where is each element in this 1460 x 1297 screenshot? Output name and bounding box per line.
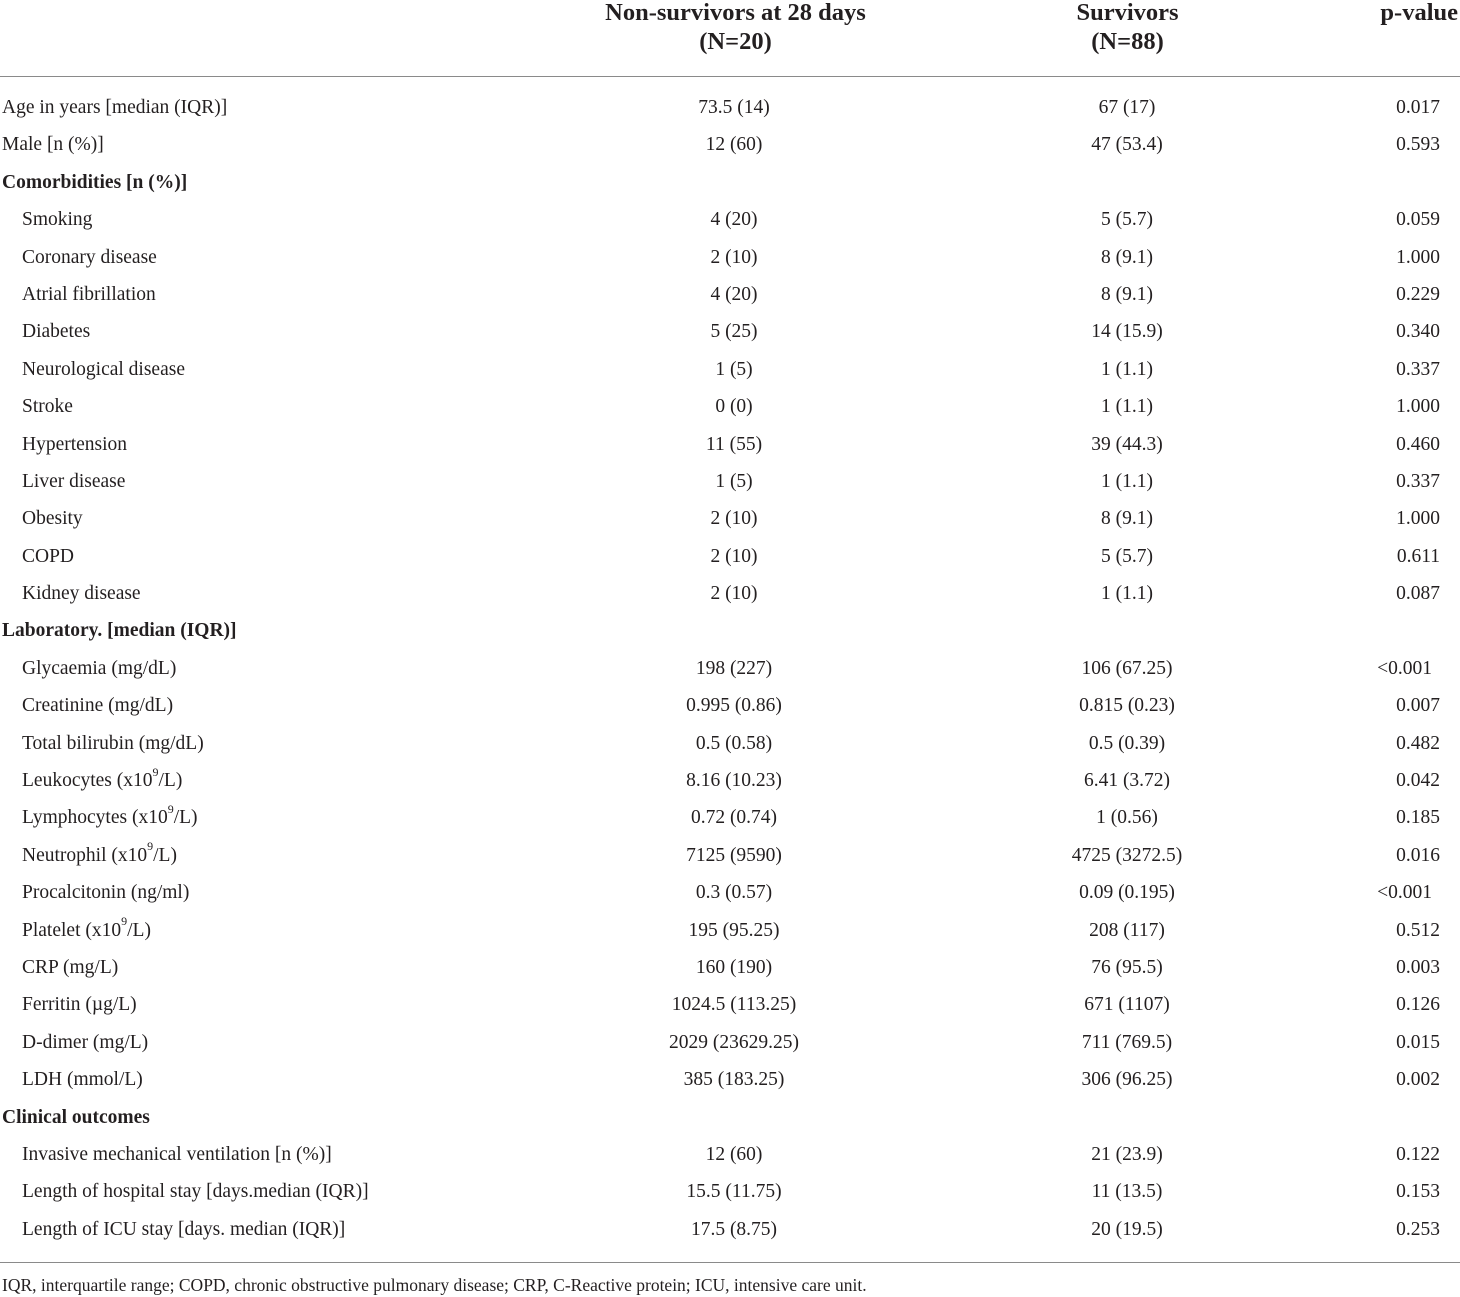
cell-non-survivors: 0.5 (0.58) [695, 732, 773, 754]
header-survivors [985, 0, 1270, 56]
section-row-clinical-outcomes [0, 1099, 1460, 1136]
cell-survivors: 8 (9.1) [1101, 246, 1153, 268]
row-label: Neurological disease [22, 358, 185, 380]
cell-non-survivors: 1 (5) [715, 470, 753, 492]
cell-survivors: 106 (67.25) [1081, 657, 1173, 679]
table-row [0, 538, 1460, 575]
footnote: IQR, interquartile range; COPD, chronic obstructive pulmonary disease; CRP, C-Reactive protein; ICU, intensive care unit. [2, 1275, 867, 1295]
table-row [0, 725, 1460, 762]
cell-p-value: 0.007 [1396, 695, 1440, 717]
table-row [0, 650, 1460, 687]
cell-survivors: 6.41 (3.72) [1083, 770, 1171, 792]
row-label [22, 762, 182, 799]
table-row [0, 874, 1460, 911]
cell-survivors: 76 (95.5) [1091, 956, 1163, 978]
cell-survivors: 20 (19.5) [1091, 1218, 1163, 1240]
cell-non-survivors: 17.5 (8.75) [690, 1218, 778, 1240]
cell-p-value: <0.001 [1377, 882, 1432, 904]
cell-non-survivors: 2 (10) [710, 545, 758, 567]
row-label: COPD [22, 545, 75, 567]
cell-non-survivors: 15.5 (11.75) [686, 1181, 782, 1203]
table-row [0, 239, 1460, 276]
cell-survivors: 1 (0.56) [1096, 807, 1158, 829]
cell-survivors: 1 (1.1) [1101, 358, 1153, 380]
superscript: 9 [167, 801, 174, 816]
table-row [0, 1173, 1460, 1210]
section-row-comorbidities [0, 164, 1460, 201]
cell-p-value: 0.003 [1396, 956, 1440, 978]
cell-non-survivors: 2 (10) [710, 508, 758, 530]
row-label: Coronary disease [22, 246, 157, 268]
cell-non-survivors: 2 (10) [710, 246, 758, 268]
cell-p-value: 0.059 [1396, 209, 1440, 231]
row-label: Ferritin (µg/L) [22, 994, 137, 1016]
cell-survivors: 21 (23.9) [1091, 1143, 1163, 1165]
cell-p-value: <0.001 [1377, 657, 1432, 679]
section-label: Clinical outcomes [2, 1106, 150, 1128]
cell-survivors: 1 (1.1) [1101, 470, 1153, 492]
table-row [0, 201, 1460, 238]
header-non-survivors-n: (N=20) [699, 28, 772, 55]
row-label-text: Leukocytes (x10 [22, 770, 153, 792]
row-label: Glycaemia (mg/dL) [22, 657, 177, 679]
row-label: LDH (mmol/L) [22, 1069, 143, 1091]
header-non-survivors-title: Non-survivors at 28 days [605, 0, 866, 26]
cell-p-value: 0.017 [1396, 97, 1440, 118]
row-label: Obesity [22, 508, 83, 530]
row-label-unit: /L) [127, 919, 151, 941]
superscript: 9 [147, 839, 154, 854]
row-label-unit: /L) [153, 844, 177, 866]
cell-survivors: 671 (1107) [1084, 994, 1170, 1016]
table-header [0, 0, 1460, 76]
table-row [0, 388, 1460, 425]
cell-p-value: 1.000 [1396, 508, 1440, 530]
cell-non-survivors: 0.995 (0.86) [686, 695, 782, 717]
table-row [0, 126, 1460, 163]
cell-survivors: 306 (96.25) [1081, 1069, 1173, 1091]
section-label: Laboratory. [median (IQR)] [2, 620, 237, 642]
table-row [0, 949, 1460, 986]
row-label: Stroke [22, 396, 73, 418]
cell-non-survivors: 160 (190) [695, 956, 773, 978]
cell-survivors: 14 (15.9) [1091, 321, 1163, 343]
header-non-survivors [548, 0, 923, 56]
cell-non-survivors: 0 (0) [715, 396, 753, 418]
table-row [0, 313, 1460, 350]
row-label: Smoking [22, 209, 93, 231]
table-row [0, 351, 1460, 388]
cell-p-value: 0.122 [1396, 1143, 1440, 1165]
cell-non-survivors: 7125 (9590) [686, 844, 782, 866]
cell-p-value: 0.002 [1396, 1069, 1440, 1091]
section-row-laboratory [0, 612, 1460, 649]
cell-non-survivors: 5 (25) [710, 321, 758, 343]
row-label [22, 912, 151, 949]
row-label: Age in years [median (IQR)] [2, 97, 228, 118]
table-row [0, 986, 1460, 1023]
cell-survivors: 8 (9.1) [1101, 508, 1153, 530]
cell-non-survivors: 4 (20) [710, 283, 758, 305]
cell-survivors: 1 (1.1) [1101, 583, 1153, 605]
cell-p-value: 0.185 [1396, 807, 1440, 829]
table-row [0, 276, 1460, 313]
row-label: Invasive mechanical ventilation [n (%)] [22, 1143, 332, 1165]
header-survivors-title: Survivors [1076, 0, 1179, 26]
cell-non-survivors: 198 (227) [695, 657, 773, 679]
section-label: Comorbidities [n (%)] [2, 171, 188, 193]
cell-p-value: 0.087 [1396, 583, 1440, 605]
table-row [0, 426, 1460, 463]
cell-non-survivors: 1 (5) [715, 358, 753, 380]
table-row [0, 1211, 1460, 1248]
cell-survivors: 5 (5.7) [1101, 545, 1153, 567]
cell-survivors: 8 (9.1) [1101, 283, 1153, 305]
row-label: Kidney disease [22, 583, 141, 605]
cell-survivors: 67 (17) [1098, 97, 1156, 118]
row-label: Procalcitonin (ng/ml) [22, 882, 190, 904]
cell-non-survivors: 4 (20) [710, 209, 758, 231]
cell-p-value: 0.153 [1396, 1181, 1440, 1203]
cell-p-value: 0.611 [1396, 545, 1440, 567]
cell-non-survivors: 0.3 (0.57) [695, 882, 773, 904]
table-row [0, 575, 1460, 612]
row-label: Total bilirubin (mg/dL) [22, 732, 204, 754]
cell-p-value: 0.337 [1396, 470, 1440, 492]
row-label: Creatinine (mg/dL) [22, 695, 174, 717]
cell-p-value: 0.016 [1396, 844, 1440, 866]
cell-p-value: 0.512 [1396, 919, 1440, 941]
superscript: 9 [121, 914, 128, 929]
cell-survivors: 1 (1.1) [1101, 396, 1153, 418]
cell-non-survivors: 0.72 (0.74) [690, 807, 778, 829]
cell-non-survivors: 73.5 (14) [698, 97, 770, 118]
row-label: Liver disease [22, 470, 126, 492]
table-row [0, 1061, 1460, 1098]
row-label [22, 799, 198, 836]
row-label: Hypertension [22, 433, 128, 455]
cell-survivors: 208 (117) [1089, 919, 1165, 941]
cell-p-value: 1.000 [1396, 246, 1440, 268]
table-row [0, 837, 1460, 874]
table-row [0, 1024, 1460, 1061]
row-label: D-dimer (mg/L) [22, 1031, 149, 1053]
row-label-text: Platelet (x10 [22, 919, 122, 941]
cell-p-value: 0.253 [1396, 1218, 1440, 1240]
cell-non-survivors: 1024.5 (113.25) [671, 994, 797, 1016]
cell-survivors: 11 (13.5) [1091, 1181, 1163, 1203]
cell-non-survivors: 12 (60) [705, 1143, 763, 1165]
row-label: CRP (mg/L) [22, 956, 119, 978]
cell-p-value: 0.042 [1396, 770, 1440, 792]
table-body [0, 89, 1460, 1248]
cell-p-value: 0.340 [1396, 321, 1440, 343]
table-row [0, 799, 1460, 836]
row-label-unit: /L) [158, 770, 183, 792]
cell-survivors: 5 (5.7) [1101, 209, 1153, 231]
superscript: 9 [152, 764, 159, 779]
row-label: Length of hospital stay [days.median (IQR)] [22, 1181, 369, 1203]
row-label: Diabetes [22, 321, 91, 343]
cell-survivors: 0.5 (0.39) [1088, 732, 1166, 754]
row-label-unit: /L) [173, 807, 198, 829]
header-survivors-n: (N=88) [1091, 28, 1164, 55]
table-row [0, 89, 1460, 126]
table-row [0, 463, 1460, 500]
cell-non-survivors: 8.16 (10.23) [686, 770, 782, 792]
cell-non-survivors: 2 (10) [710, 583, 758, 605]
cell-non-survivors: 385 (183.25) [683, 1069, 785, 1091]
cell-non-survivors: 11 (55) [705, 433, 763, 455]
table-row [0, 500, 1460, 537]
cell-survivors: 39 (44.3) [1091, 433, 1163, 455]
cell-survivors: 47 (53.4) [1091, 134, 1163, 156]
table-row [0, 912, 1460, 949]
row-label-text: Neutrophil (x10 [22, 844, 148, 866]
header-p-value: p-value [1380, 0, 1458, 26]
cell-p-value: 1.000 [1396, 396, 1440, 418]
cell-p-value: 0.015 [1396, 1031, 1440, 1053]
cell-survivors: 4725 (3272.5) [1071, 844, 1183, 866]
cell-p-value: 0.337 [1396, 358, 1440, 380]
cell-survivors: 0.09 (0.195) [1079, 882, 1175, 904]
cell-p-value: 0.460 [1396, 433, 1440, 455]
table-row [0, 687, 1460, 724]
cell-survivors: 0.815 (0.23) [1079, 695, 1175, 717]
row-label: Male [n (%)] [2, 134, 104, 156]
header-rule [0, 76, 1460, 77]
cell-non-survivors: 12 (60) [705, 134, 763, 156]
cell-p-value: 0.126 [1396, 994, 1440, 1016]
row-label [22, 837, 177, 874]
cell-p-value: 0.593 [1396, 134, 1440, 156]
table-row [0, 762, 1460, 799]
table-row [0, 1136, 1460, 1173]
cell-p-value: 0.229 [1396, 283, 1440, 305]
row-label: Length of ICU stay [days. median (IQR)] [22, 1218, 346, 1240]
footer-rule [0, 1262, 1460, 1263]
cell-p-value: 0.482 [1396, 732, 1440, 754]
row-label: Atrial fibrillation [22, 283, 156, 305]
cell-non-survivors: 2029 (23629.25) [669, 1031, 799, 1053]
cell-survivors: 711 (769.5) [1081, 1031, 1173, 1053]
cell-non-survivors: 195 (95.25) [688, 919, 780, 941]
row-label-text: Lymphocytes (x10 [22, 807, 168, 829]
